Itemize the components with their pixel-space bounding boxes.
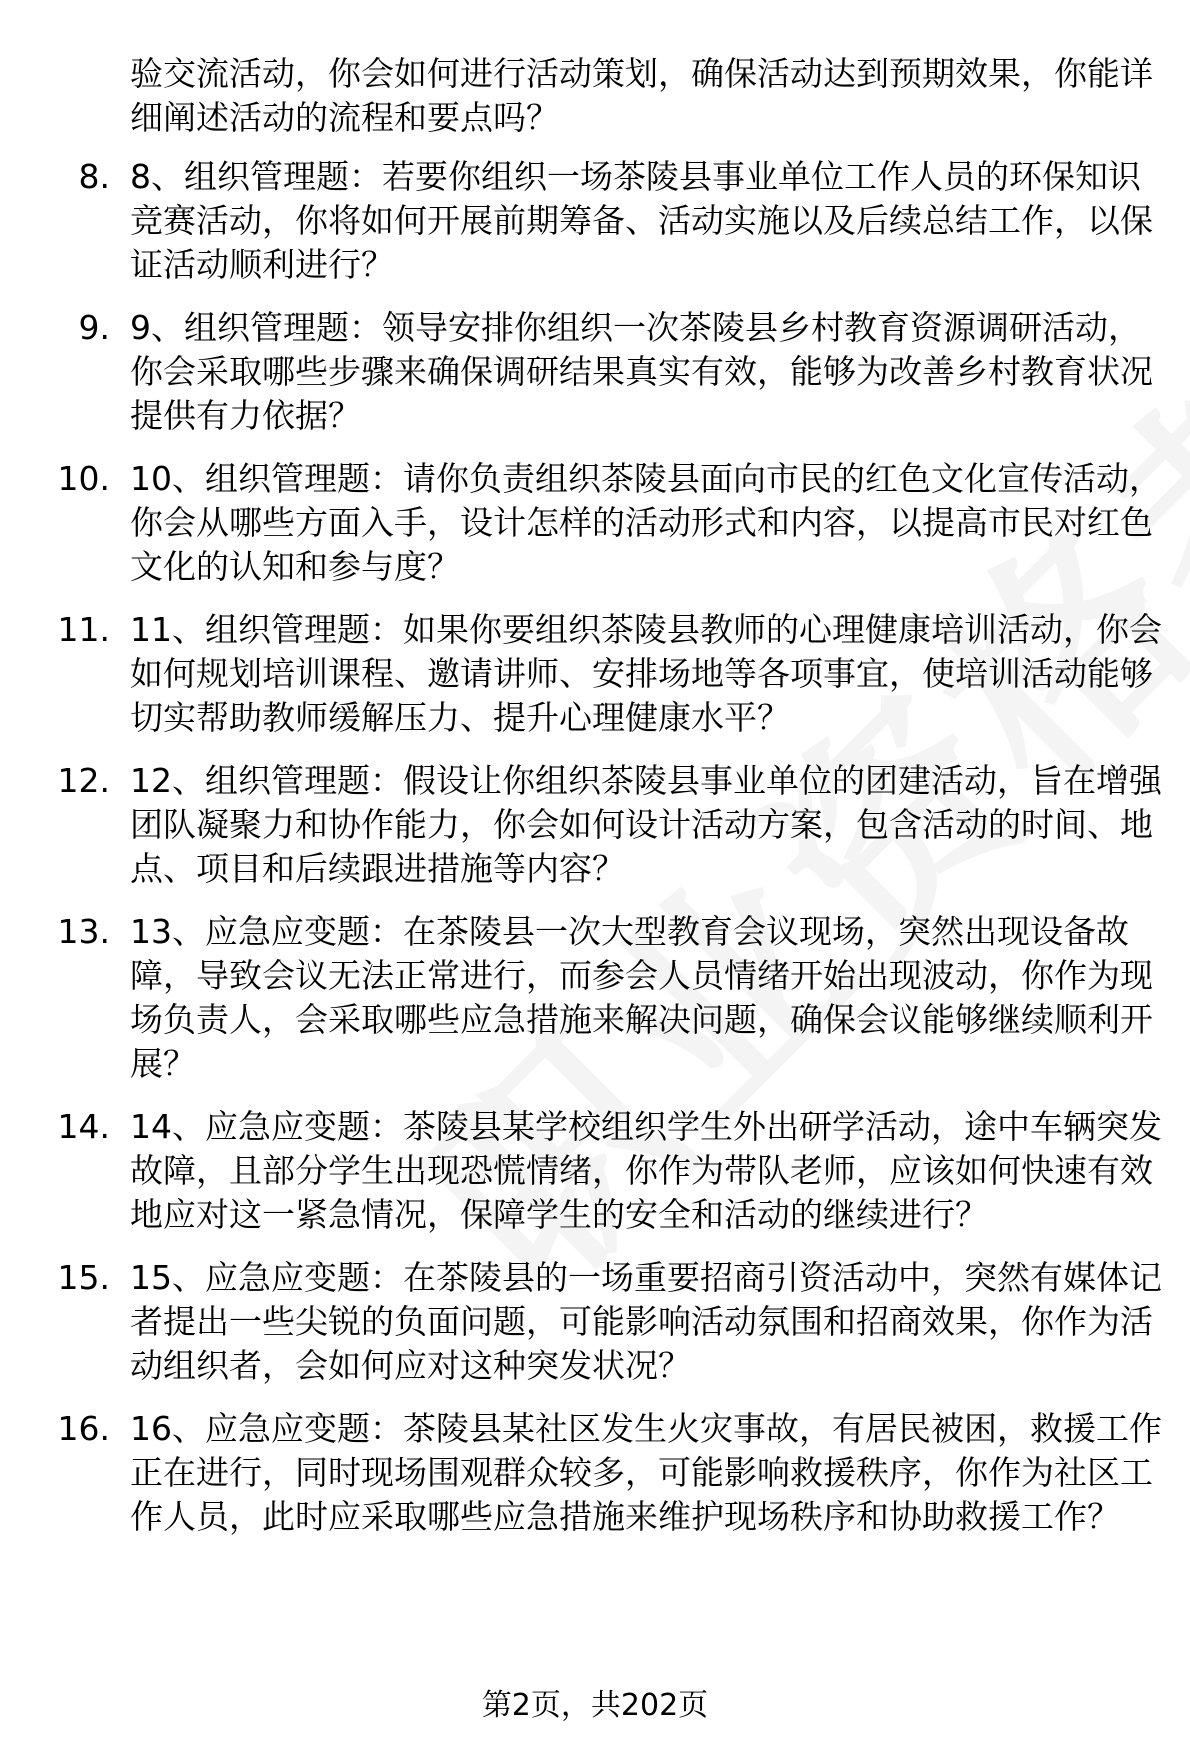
question-item	[0, 608, 1190, 740]
question-number: 15.	[57, 1258, 110, 1297]
question-text: 11、组织管理题：如果你要组织茶陵县教师的心理健康培训活动，你会如何规划培训课程、邀请讲师、安排场地等各项事宜，使培训活动能够切实帮助教师缓解压力、提升心理健康水平？	[130, 610, 1162, 737]
question-text: 14、应急应变题：茶陵县某学校组织学生外出研学活动，途中车辆突发故障，且部分学生出现恐慌情绪，你作为带队老师，应该如何快速有效地应对这一紧急情况，保障学生的安全和活动的继续进行？	[130, 1107, 1162, 1234]
question-number: 11.	[57, 610, 110, 649]
question-item	[0, 1105, 1190, 1237]
question-number: 12.	[57, 761, 110, 800]
question-item	[0, 1256, 1190, 1388]
question-item	[0, 457, 1190, 589]
question-text: 13、应急应变题：在茶陵县一次大型教育会议现场，突然出现设备故障，导致会议无法正常进行，而参会人员情绪开始出现波动，你作为现场负责人，会采取哪些应急措施来解决问题，确保会议能够继续顺利开展？	[130, 912, 1153, 1083]
question-number: 13.	[57, 912, 110, 951]
question-number: 14.	[57, 1107, 110, 1146]
question-item	[0, 910, 1190, 1086]
question-text: 10、组织管理题：请你负责组织茶陵县面向市民的红色文化宣传活动，你会从哪些方面入手，设计怎样的活动形式和内容，以提高市民对红色文化的认知和参与度？	[130, 459, 1162, 586]
question-text: 16、应急应变题：茶陵县某社区发生火灾事故，有居民被困，救援工作正在进行，同时现场围观群众较多，可能影响救援秩序，你作为社区工作人员，此时应采取哪些应急措施来维护现场秩序和协助救援工作？	[130, 1409, 1162, 1536]
question-item	[0, 1407, 1190, 1539]
question-item	[0, 306, 1190, 438]
question-item	[0, 155, 1190, 287]
question-text: 12、组织管理题：假设让你组织茶陵县事业单位的团建活动，旨在增强团队凝聚力和协作能力，你会如何设计活动方案，包含活动的时间、地点、项目和后续跟进措施等内容？	[130, 761, 1162, 888]
question-list	[0, 155, 1190, 1558]
question-item	[0, 759, 1190, 891]
question-number: 10.	[57, 459, 110, 498]
intro-fragment: 验交流活动，你会如何进行活动策划，确保活动达到预期效果，你能详细阐述活动的流程和要点吗？	[130, 54, 1153, 137]
question-number: 9.	[78, 308, 110, 347]
question-text: 8、组织管理题：若要你组织一场茶陵县事业单位工作人员的环保知识竞赛活动，你将如何开展前期筹备、活动实施以及后续总结工作，以保证活动顺利进行？	[130, 157, 1153, 284]
question-text: 15、应急应变题：在茶陵县的一场重要招商引资活动中，突然有媒体记者提出一些尖锐的负面问题，可能影响活动氛围和招商效果，你作为活动组织者，会如何应对这种突发状况？	[130, 1258, 1162, 1385]
question-text: 9、组织管理题：领导安排你组织一次茶陵县乡村教育资源调研活动，你会采取哪些步骤来确保调研结果真实有效，能够为改善乡村教育状况提供有力依据？	[130, 308, 1153, 435]
page-footer: 第2页，共202页	[481, 1688, 709, 1723]
question-number: 16.	[57, 1409, 110, 1448]
question-number: 8.	[78, 157, 110, 196]
